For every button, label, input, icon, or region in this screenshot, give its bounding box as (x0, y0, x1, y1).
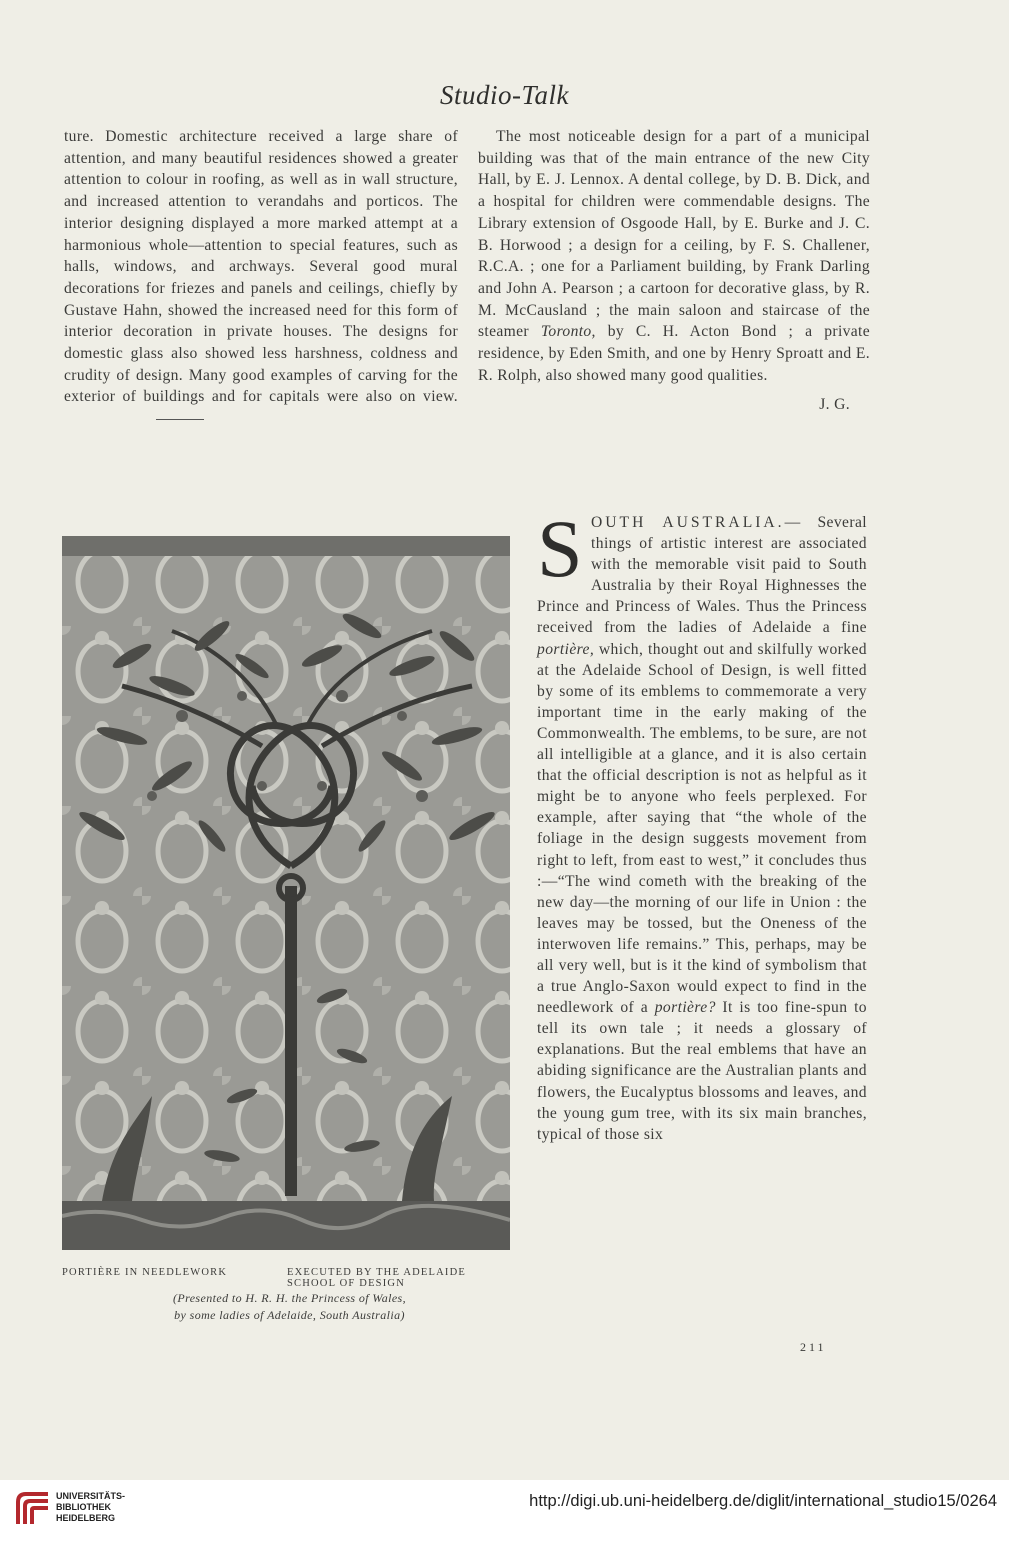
south-australia-section (537, 503, 867, 1145)
left-column (64, 126, 458, 430)
portiere-illustration (62, 536, 510, 1250)
right-paragraph (478, 126, 870, 386)
portiere-drawing (62, 536, 510, 1250)
institution-name (56, 1491, 125, 1524)
figure-caption (62, 1267, 517, 1323)
section-heading: OUTH AUSTRALIA.— (591, 514, 804, 531)
section-text-2: which, thought out and skilfully worked at the Adelaide School of Design, is well fitted by some of its emblems to commemorate a very important time in the early making of the Commonwealth. The emblems, to be sure, are not all intelligible at a glance, and it is also certain that the official description is not as helpful as it might be to anyone who feels perplexed. For example, after saying that “the whole of the foliage in the design suggests movement from right to left, from east to west,” it concludes thus :—“The wind cometh with the breaking of the new day—the morning of our life in Union : the leaves may be tossed, but the Oneness of the interwoven life remains.” This, perhaps, may be all very well, but is it the kind of symbolism that a true Anglo-Saxon would expect to find in the needlework of a (537, 640, 867, 1017)
institution-line-1: UNIVERSITÄTS- (56, 1491, 126, 1501)
section-text-1: Several things of artistic interest are associated with the memorable visit paid to South Australia by their Royal Highnesses the Prince and Princess of Wales. Thus the Princess received from the ladies of Adelaide a fine (537, 514, 867, 637)
left-paragraph-text: ture. Domestic architecture received a large share of attention, and many beautiful residences showed a greater attention to colour in roofing, as well as in wall structure, and increased attention to verandahs and porticos. The interior designing displayed a more marked attempt at a harmonious whole—attention to special features, such as halls, windows, and archways. Several good mural decorations for friezes and panels and ceilings, chiefly by Gustave Hahn, showed the increased need for this form of interior decoration in private houses. The designs for domestic glass also showed less harshness, coldness and crudity of design. Many good examples of carving for the exterior of buildings and for capitals were also on view. (64, 128, 458, 406)
caption-row (62, 1267, 517, 1289)
left-paragraph (64, 126, 458, 430)
section-rule (156, 419, 204, 420)
section-italic-1: portière, (537, 640, 595, 658)
drop-cap: S (537, 503, 584, 594)
steamer-name: Toronto, (540, 323, 596, 341)
right-paragraph-text: The most noticeable design for a part of a municipal building was that of the main entrance of the new City Hall, by E. J. Lennox. A dental college, by D. B. Dick, and a hospital for children were commendable designs. The Library extension of Osgoode Hall, by E. Burke and J. C. B. Horwood ; a design for a ceiling, by F. S. Challener, R.C.A. ; one for a Parliament building, by Frank Darling and John A. Pearson ; a cartoon for decorative glass, by R. M. McCausland ; the main saloon and staircase of the steamer (478, 128, 870, 341)
caption-left: PORTIÈRE IN NEEDLEWORK (62, 1267, 228, 1278)
running-head: Studio-Talk (439, 80, 570, 110)
caption-note-line-2: by some ladies of Adelaide, South Australia) (174, 1308, 405, 1322)
caption-note-line-1: (Presented to H. R. H. the Princess of Wales, (172, 1291, 407, 1305)
source-url-link[interactable]: http://digi.ub.uni-heidelberg.de/diglit/international_studio15/0264 (529, 1492, 997, 1510)
right-paragraph-end: by C. H. Acton Bond ; a private residence, by Eden Smith, and one by Henry Sproatt and E. R. Rolph, also showed many good qualities. (478, 323, 871, 384)
library-logo-icon (12, 1488, 54, 1530)
footer-bar (0, 1480, 1009, 1557)
institution-line-3: HEIDELBERG (56, 1513, 116, 1523)
author-initials: J. G. (819, 396, 850, 414)
institution-line-2: BIBLIOTHEK (56, 1502, 111, 1512)
caption-right: EXECUTED BY THE ADELAIDE SCHOOL OF DESIGN (287, 1267, 466, 1289)
right-column (478, 126, 870, 416)
section-text-3: It is too fine-spun to tell its own tale ; it needs a glossary of explanations. But the real emblems that have an abiding significance are the Australian plants and flowers, the Eucalyptus blossoms and leaves, and the young gum tree, with its six main branches, typical of those six (537, 999, 867, 1143)
section-italic-2: portière? (654, 999, 716, 1017)
page-number: 211 (800, 1340, 827, 1354)
